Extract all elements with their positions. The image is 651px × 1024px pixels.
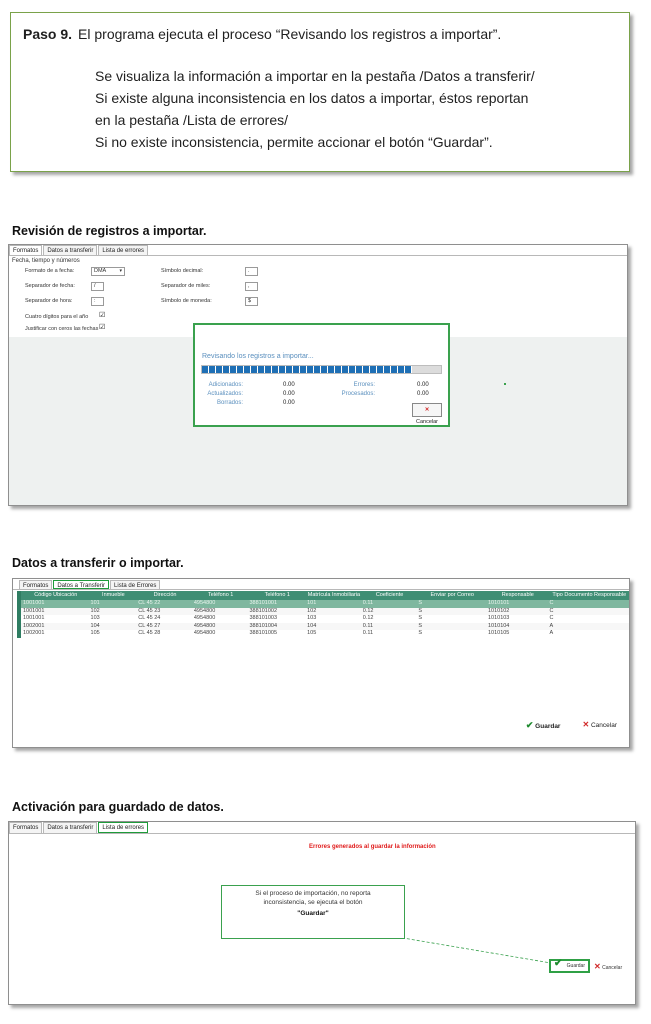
step-body [95,65,617,153]
table-cell: S [418,630,423,636]
date-format-value: DMA [94,268,107,274]
tab-formatos[interactable]: Formatos [9,245,42,255]
column-header[interactable]: Responsable [501,592,534,598]
tab-bar [13,579,629,590]
step-body-line: Se visualiza la información a importar en la pestaña /Datos a transferir/ [95,68,535,84]
column-header[interactable]: Matrícula Inmobiliaria [307,592,361,598]
processed-value: 0.00 [417,391,429,397]
currency-symbol-label: Símbolo de moneda: [161,298,212,304]
tab-datos-transferir[interactable]: Datos a transferir [43,822,97,833]
thousands-separator-input[interactable]: , [245,282,258,291]
table-row[interactable] [17,600,629,608]
save-label: Guardar [535,723,561,730]
check-icon: ✔ [525,720,534,730]
section-title-data: Datos a transferir o importar. [12,556,184,570]
callout-line: inconsistencia, se ejecuta el botón [263,899,363,906]
table-cell: 101 [307,600,317,606]
date-separator-label: Separador de fecha: [25,283,75,289]
errors-label: Errores: [353,382,375,388]
table-cell: 105 [307,630,317,636]
table-cell: CL 45 28 [138,630,161,636]
table-cell: A [549,622,554,629]
tab-datos-transferir[interactable]: Datos a Transferir [53,580,109,589]
tab-datos-transferir[interactable]: Datos a transferir [43,245,97,255]
table-cell: 101 [90,600,100,606]
table-cell: 388101002 [249,607,278,614]
table-row[interactable] [17,608,629,616]
time-separator-label: Separador de hora: [25,298,73,304]
cancel-button[interactable] [412,403,442,425]
column-header[interactable]: Enviar por Correo [430,592,474,598]
chevron-down-icon: ▾ [119,268,122,274]
callout-strong: "Guardar" [297,910,329,917]
table-cell: 1010101 [487,600,510,606]
table-cell: 103 [307,615,317,621]
date-format-select[interactable] [91,267,125,276]
tab-lista-errores[interactable]: Lista de errores [98,245,148,255]
table-cell: S [418,600,423,606]
updated-value: 0.00 [283,391,295,397]
save-button[interactable] [549,959,590,973]
table-cell: 0.11 [362,600,374,606]
progress-title: Revisando los registros a importar... [202,353,314,360]
table-cell: 0.11 [362,622,374,629]
column-header[interactable]: Código Ubicación [34,592,78,598]
save-button[interactable] [526,720,561,731]
tab-lista-errores[interactable]: Lista de Errores [110,580,160,589]
four-digits-label: Cuatro dígitos para el año [25,314,89,320]
step-body-line: en la pestaña /Lista de errores/ [95,112,289,128]
tab-formatos[interactable]: Formatos [19,580,52,589]
date-separator-input[interactable]: / [91,282,104,291]
table-cell: S [418,615,423,621]
step-label: Paso 9. [23,26,73,42]
cancel-label: Cancelar [590,722,617,729]
decimal-symbol-label: Símbolo decimal: [161,268,204,274]
deleted-label: Borrados: [216,400,243,406]
progress-fill [202,366,412,373]
table-cell: 104 [90,622,100,629]
decimal-symbol-input[interactable]: . [245,267,258,276]
table-cell: 1010104 [487,622,510,629]
data-grid [17,591,629,638]
group-label: Fecha, tiempo y números [12,258,80,264]
table-cell: 388101003 [249,615,278,621]
table-cell: 1002001 [22,630,45,636]
table-row[interactable] [17,630,629,638]
errors-window [8,821,636,1005]
table-cell: 0.12 [362,615,374,621]
errors-title: Errores generados al guardar la información [309,844,436,850]
table-cell: C [549,600,554,606]
table-cell: 4954800 [193,607,216,614]
column-header[interactable]: Teléfono 1 [264,592,290,598]
table-cell: 104 [307,622,317,629]
table-cell: CL 45 27 [138,622,161,629]
table-cell: 0.12 [362,607,374,614]
deleted-value: 0.00 [283,400,295,406]
status-dot [504,383,506,385]
table-cell: CL 45 24 [138,615,161,621]
cancel-button[interactable] [582,720,617,731]
tab-lista-errores[interactable]: Lista de errores [98,822,148,833]
cancel-button[interactable] [594,962,622,971]
save-label: Guardar [566,963,585,969]
table-cell: S [418,607,423,614]
step-body-line: Si existe alguna inconsistencia en los datos a importar, éstos reportan [95,90,529,106]
callout-note [221,885,405,939]
step-body-line: Si no existe inconsistencia, permite accionar el botón “Guardar”. [95,134,493,150]
table-cell: 388101001 [249,600,278,606]
tab-bar [9,822,635,834]
table-cell: 102 [307,607,317,614]
table-cell: 102 [90,607,100,614]
step-instructions-box [10,12,630,172]
table-row[interactable] [17,623,629,631]
cancel-x-icon: ✕ [594,961,601,971]
table-cell: 388101005 [249,630,278,636]
tab-formatos[interactable]: Formatos [9,822,42,833]
table-cell: 1010105 [487,630,510,636]
progress-bar [201,365,442,374]
table-cell: 1001001 [22,615,45,621]
errors-value: 0.00 [417,382,429,388]
progress-dialog [193,323,450,427]
cancel-x-icon: ✕ [582,720,590,729]
checkbox-checked-icon[interactable]: ☑ [99,312,106,319]
section-title-save: Activación para guardado de datos. [12,800,224,814]
leading-zeros-label: Justificar con ceros las fechas [25,326,99,332]
table-cell: 103 [90,615,100,621]
thousands-separator-label: Separador de miles: [161,283,211,289]
column-header[interactable]: Inmueble [102,592,125,598]
checkbox-checked-icon[interactable]: ☑ [99,324,106,331]
table-cell: 4954800 [193,622,216,629]
table-cell: 1001001 [22,607,45,614]
table-cell: 4954800 [193,630,216,636]
column-header[interactable]: Coeficiente [375,592,404,598]
column-header[interactable]: Tipo Documento Responsable [552,592,627,598]
table-cell: 1010102 [487,607,510,614]
date-format-label: Formato de a fecha: [25,268,75,274]
action-bar [526,720,617,731]
table-cell: CL 45 23 [138,607,161,614]
table-cell: C [549,607,554,614]
section-title-review: Revisión de registros a importar. [12,224,207,238]
data-window [12,578,630,748]
step-header [23,23,617,45]
time-separator-input[interactable]: : [91,297,104,306]
processed-label: Procesados: [341,391,375,397]
cancel-label: Cancelar [602,964,623,971]
grid-header [17,591,629,600]
action-bar [549,959,622,973]
table-cell: 388101004 [249,622,278,629]
added-value: 0.00 [283,382,295,388]
added-label: Adicionados: [208,382,243,388]
check-icon: ✔ [554,958,563,969]
table-cell: 1001001 [22,600,45,606]
tab-bar [9,245,627,256]
callout-line: Si el proceso de importación, no reporta [255,890,371,897]
column-header[interactable]: Teléfono 1 [207,592,234,598]
table-cell: 4954800 [193,600,216,606]
currency-symbol-input[interactable]: $ [245,297,258,306]
table-cell: S [418,622,423,629]
cancel-x-icon: ✕ [424,407,430,413]
grid-body [17,600,629,638]
table-cell: 1010103 [487,615,510,621]
table-cell: A [549,630,554,636]
column-header[interactable]: Dirección [153,592,177,598]
table-cell: 105 [90,630,100,636]
cancel-label: Cancelar [415,419,438,425]
step-line-1: El programa ejecuta el proceso “Revisando los registros a importar”. [78,26,502,42]
table-cell: 4954800 [193,615,216,621]
table-cell: 1002001 [22,622,45,629]
table-cell: CL 45 22 [138,600,161,606]
updated-label: Actualizados: [207,391,243,397]
table-cell: C [549,615,554,621]
table-row[interactable] [17,615,629,623]
review-window [8,244,628,506]
table-cell: 0.11 [362,630,374,636]
